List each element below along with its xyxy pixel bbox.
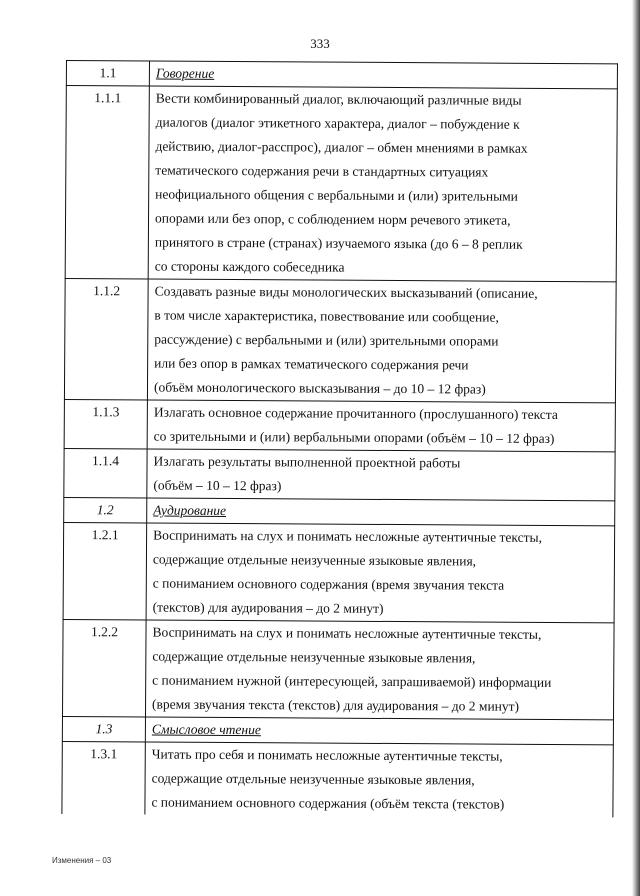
row-code: 1.3 (62, 716, 145, 742)
row-text (145, 742, 613, 817)
text-line: Аудирование (153, 502, 227, 518)
row-code: 1.2.1 (63, 522, 147, 620)
section-row (64, 497, 615, 525)
text-line: Воспринимать на слух и понимать несложные аутентичные тексты, (152, 624, 542, 642)
row-code: 1.1.1 (65, 86, 149, 280)
text-line: Излагать основное содержание прочитанного (прослушанного) текста (153, 404, 558, 423)
text-line: Говорение (155, 65, 215, 81)
row-text (145, 620, 614, 720)
table-row (64, 278, 616, 402)
text-line: рассуждение) с вербальными и (или) зрительными опорами (154, 331, 499, 349)
table-row (64, 448, 615, 500)
table-row (62, 619, 614, 719)
text-line: с пониманием основного содержания (объём текста (текстов) (151, 794, 505, 812)
row-text (147, 449, 615, 501)
text-line: с пониманием нужной (интересующей, запрашиваемой) информации (152, 672, 552, 690)
text-line: содержащие отдельные неизученные языковые явления, (152, 648, 476, 666)
row-code: 1.3.1 (62, 741, 145, 814)
section-row (62, 716, 613, 744)
requirements-table (61, 60, 618, 817)
text-line: содержащие отдельные неизученные языковые явления, (152, 551, 477, 569)
text-line: или без опор в рамках тематического содержания речи (154, 355, 469, 373)
text-line: Смысловое чтение (151, 721, 261, 738)
scan-edge-shadow (632, 0, 640, 896)
row-text (147, 279, 616, 403)
page-number: 333 (310, 36, 330, 51)
footer-note: Изменения – 03 (52, 856, 112, 865)
section-row (66, 61, 617, 89)
row-text (146, 523, 615, 623)
text-line: с пониманием основного содержания (время звучания текста (152, 575, 505, 593)
text-line: действию, диалог-расспрос), диалог – обмен мнениями в рамках (155, 138, 528, 156)
section-title (147, 498, 615, 526)
row-code: 1.1 (66, 61, 149, 87)
text-line: принятого в стране (странах) изучаемого языка (до 6 – 8 реплик (154, 234, 523, 252)
table-row (65, 86, 617, 282)
text-line: диалогов (диалог этикетного характера, диалог – побуждение к (155, 114, 520, 132)
section-title (149, 61, 617, 89)
row-code: 1.1.3 (64, 399, 147, 449)
text-line: в том числе характеристика, повествование или сообщение, (154, 307, 499, 325)
text-line: со стороны каждого собеседника (154, 258, 345, 275)
table-body (62, 61, 618, 818)
text-line: (объём – 10 – 12 фраз) (153, 477, 282, 494)
text-line: неофициального общения с вербальными и (или) зрительными (155, 186, 518, 204)
table-row (64, 399, 615, 451)
section-title (145, 717, 613, 745)
row-code: 1.2.2 (62, 619, 146, 717)
text-line: Вести комбинированный диалог, включающий различные виды (155, 90, 522, 108)
text-line: (время звучания текста (текстов) для аудирования – до 2 минут) (152, 696, 520, 714)
row-text (147, 400, 615, 452)
text-line: Излагать результаты выполненной проектной работы (153, 453, 461, 471)
text-line: тематического содержания речи в стандартных ситуациях (155, 162, 489, 180)
row-text (148, 86, 617, 282)
text-line: Воспринимать на слух и понимать несложные аутентичные тексты, (153, 527, 543, 545)
row-code: 1.1.2 (64, 278, 148, 400)
row-code: 1.1.4 (64, 448, 147, 498)
table-row (62, 741, 613, 817)
row-code: 1.2 (64, 497, 147, 523)
text-line: Создавать разные виды монологических высказываний (описание, (154, 283, 538, 301)
text-line: опорами или без опор, с соблюдением норм речевого этикета, (154, 210, 511, 228)
text-line: (объём монологического высказывания – до 10 – 12 фраз) (153, 379, 486, 397)
text-line: (текстов) для аудирования – до 2 минут) (152, 599, 384, 616)
text-line: со зрительными и (или) вербальными опорами (объём – 10 – 12 фраз) (153, 428, 555, 446)
table-row (63, 522, 615, 622)
text-line: содержащие отдельные неизученные языковые явления, (151, 770, 475, 788)
text-line: Читать про себя и понимать несложные аутентичные тексты, (151, 746, 503, 764)
